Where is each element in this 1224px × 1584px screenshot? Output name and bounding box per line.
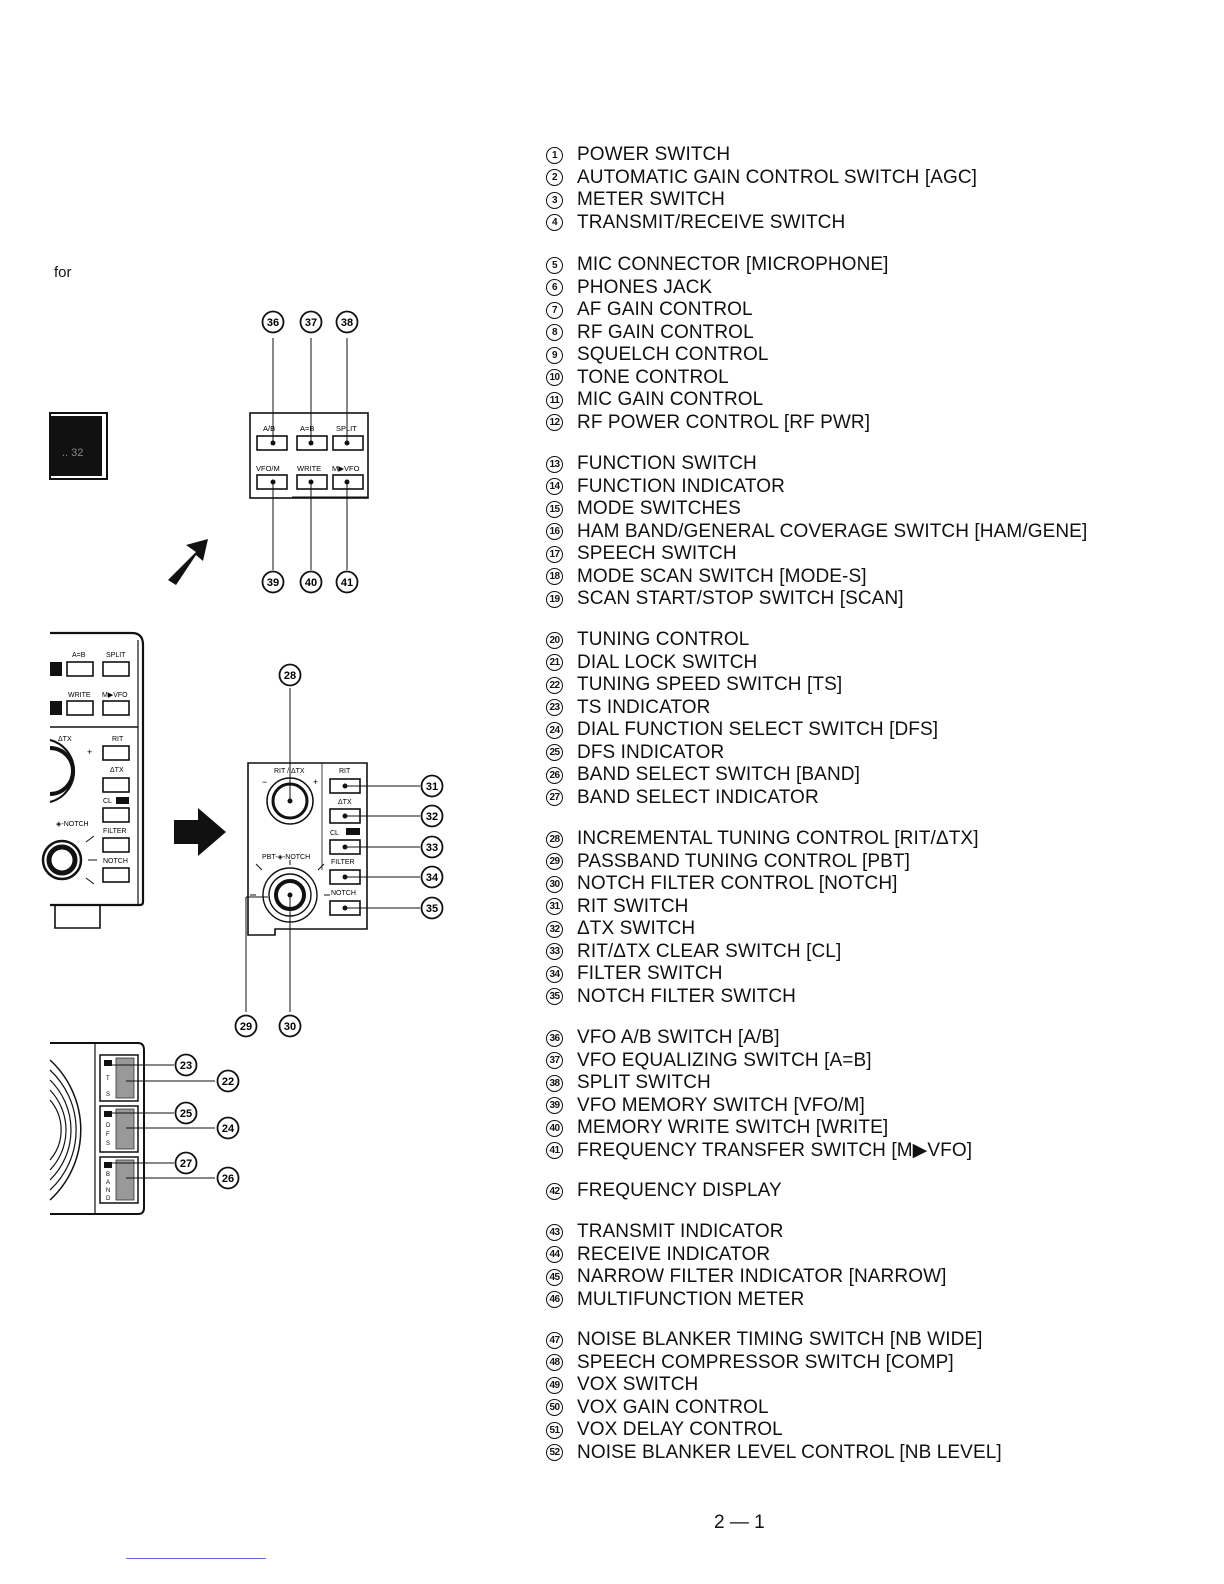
legend-item (546, 1289, 804, 1311)
legend-item (546, 1266, 946, 1288)
legend-number: 49 (546, 1377, 563, 1394)
legend-number: 52 (546, 1444, 563, 1461)
callout-24 (218, 1118, 239, 1139)
legend-item (546, 1180, 782, 1202)
svg-text:33: 33 (425, 842, 439, 854)
legend-number: 7 (546, 302, 563, 319)
main-dial-panel (50, 1043, 239, 1214)
legend-number: 40 (546, 1120, 563, 1137)
legend-number: 12 (546, 414, 563, 431)
label-pbt-notch: PBT-◈-NOTCH (262, 854, 311, 861)
legend-label: VOX DELAY CONTROL (577, 1419, 783, 1440)
legend-label: RECEIVE INDICATOR (577, 1243, 771, 1265)
label-m-vfo: M▶VFO (332, 464, 360, 473)
legend-number: 1 (546, 147, 563, 164)
legend-label: SPLIT SWITCH (577, 1072, 711, 1093)
legend-number: 6 (546, 279, 563, 296)
legend-number: 34 (546, 966, 563, 983)
legend-label: METER SWITCH (577, 189, 725, 210)
legend-item (546, 986, 796, 1008)
legend-label: FILTER SWITCH (577, 963, 723, 984)
svg-text:40: 40 (304, 577, 318, 589)
legend-number: 28 (546, 831, 563, 848)
svg-text:34: 34 (425, 872, 439, 884)
legend-label: PHONES JACK (577, 276, 713, 298)
legend-number: 3 (546, 192, 563, 209)
legend-item (546, 851, 910, 873)
legend-label: POWER SWITCH (577, 144, 731, 165)
legend-item (546, 212, 845, 234)
legend-number: 36 (546, 1030, 563, 1047)
svg-text:A=B: A=B (72, 652, 86, 659)
legend-label: VOX GAIN CONTROL (577, 1396, 769, 1418)
svg-text:41: 41 (340, 577, 354, 589)
legend-label: TRANSMIT INDICATOR (577, 1221, 784, 1242)
callout-34 (422, 867, 443, 888)
legend-number: 18 (546, 568, 563, 585)
legend-number: 19 (546, 591, 563, 608)
svg-text:FILTER: FILTER (103, 828, 127, 835)
label-write: WRITE (297, 464, 322, 473)
svg-text:36: 36 (266, 317, 280, 329)
legend-item (546, 1095, 865, 1117)
legend-label: TRANSMIT/RECEIVE SWITCH (577, 211, 846, 233)
legend-item (546, 629, 749, 651)
label-dtx: ΔTX (338, 799, 352, 806)
vfo-switch-panel (250, 312, 368, 593)
legend-number: 2 (546, 169, 563, 186)
callout-27 (176, 1153, 197, 1174)
legend-label: DFS INDICATOR (577, 741, 725, 763)
legend-label: RF POWER CONTROL [RF PWR] (577, 411, 871, 433)
legend-item (546, 764, 860, 786)
svg-text:A: A (106, 1180, 111, 1186)
legend-item (546, 1244, 770, 1266)
callout-35 (422, 898, 443, 919)
partial-front-panel (43, 633, 143, 928)
legend-item (546, 896, 688, 918)
callout-29 (236, 1016, 257, 1037)
label-rit: RIT (339, 768, 351, 775)
legend-number: 51 (546, 1422, 563, 1439)
legend-label: NOISE BLANKER TIMING SWITCH [NB WIDE] (577, 1329, 983, 1350)
legend-label: MIC CONNECTOR [MICROPHONE] (577, 254, 889, 275)
legend-number: 8 (546, 324, 563, 341)
svg-text:24: 24 (221, 1123, 235, 1135)
legend-item (546, 1027, 780, 1049)
callout-36 (263, 312, 284, 333)
callout-38 (337, 312, 358, 333)
callout-30 (280, 1016, 301, 1037)
legend-label: MODE SWITCHES (577, 498, 741, 519)
legend-number: 4 (546, 214, 563, 231)
svg-text:37: 37 (304, 317, 318, 329)
legend-label: TUNING SPEED SWITCH [TS] (577, 674, 843, 695)
legend-item (546, 498, 741, 520)
legend-number: 5 (546, 257, 563, 274)
page-number: 2 — 1 (714, 1512, 765, 1533)
label-cl: CL (330, 830, 339, 837)
legend-item (546, 787, 819, 809)
legend-number: 15 (546, 501, 563, 518)
legend-item (546, 828, 979, 850)
orphan-text: for (54, 264, 72, 281)
legend-item (546, 566, 867, 588)
legend-number: 43 (546, 1224, 563, 1241)
legend-item (546, 453, 757, 475)
callout-40 (301, 572, 322, 593)
svg-text:29: 29 (239, 1021, 253, 1033)
legend-label: TUNING CONTROL (577, 629, 750, 650)
svg-text:.. 32: .. 32 (62, 447, 84, 459)
svg-text:WRITE: WRITE (68, 692, 91, 699)
legend-item (546, 167, 977, 189)
label-a-eq-b: A=B (300, 424, 315, 433)
legend-number: 30 (546, 876, 563, 893)
legend-item (546, 543, 737, 565)
label-notch: NOTCH (331, 890, 356, 897)
legend-label: NOTCH FILTER SWITCH (577, 985, 796, 1007)
diagonal-arrow-icon (168, 539, 208, 585)
svg-text:RIT: RIT (112, 736, 124, 743)
label-filter: FILTER (331, 859, 355, 866)
svg-text:M▶VFO: M▶VFO (102, 692, 128, 699)
legend-item (546, 476, 785, 498)
svg-text:D: D (106, 1123, 111, 1129)
legend-label: BAND SELECT INDICATOR (577, 786, 819, 808)
legend-label: SPEECH SWITCH (577, 543, 737, 564)
svg-text:N: N (106, 1188, 111, 1194)
legend-label: RF GAIN CONTROL (577, 321, 754, 343)
legend-item (546, 588, 904, 610)
svg-text:+: + (87, 747, 93, 757)
legend-item (546, 1140, 972, 1162)
legend-label: MEMORY WRITE SWITCH [WRITE] (577, 1117, 889, 1138)
legend-number: 35 (546, 988, 563, 1005)
callout-31 (422, 776, 443, 797)
svg-text:31: 31 (425, 781, 439, 793)
svg-text:ΔTX: ΔTX (58, 736, 72, 743)
legend-label: AF GAIN CONTROL (577, 299, 753, 320)
right-arrow-icon (174, 808, 226, 856)
svg-text:S: S (106, 1141, 111, 1147)
legend-number: 45 (546, 1269, 563, 1286)
svg-text:D: D (106, 1196, 111, 1202)
legend-number: 46 (546, 1291, 563, 1308)
legend-item (546, 963, 723, 985)
legend-item (546, 389, 763, 411)
svg-text:38: 38 (340, 317, 354, 329)
svg-text:S: S (106, 1092, 111, 1098)
legend-number: 29 (546, 853, 563, 870)
svg-text:CL: CL (103, 798, 112, 805)
legend-number: 31 (546, 898, 563, 915)
callout-26 (218, 1168, 239, 1189)
legend-item (546, 674, 842, 696)
callout-22 (218, 1071, 239, 1092)
legend-label: SCAN START/STOP SWITCH [SCAN] (577, 588, 904, 609)
legend-number: 10 (546, 369, 563, 386)
svg-text:32: 32 (425, 811, 439, 823)
label-a-b: A/B (263, 424, 276, 433)
legend-item (546, 1050, 872, 1072)
legend-label: TS INDICATOR (577, 696, 711, 718)
legend-number: 25 (546, 744, 563, 761)
frequency-display-fragment (50, 413, 107, 479)
svg-text:−: − (262, 777, 268, 787)
legend-number: 42 (546, 1183, 563, 1200)
legend-item (546, 873, 898, 895)
legend-item (546, 1397, 769, 1419)
legend-item (546, 412, 870, 434)
legend-label: FUNCTION INDICATOR (577, 475, 785, 497)
svg-text:T: T (106, 1076, 110, 1082)
svg-text:23: 23 (179, 1060, 193, 1072)
legend-item (546, 941, 841, 963)
legend-number: 9 (546, 347, 563, 364)
legend-number: 47 (546, 1332, 563, 1349)
legend-label: INCREMENTAL TUNING CONTROL [RIT/ΔTX] (577, 828, 979, 849)
legend-number: 21 (546, 654, 563, 671)
legend-label: HAM BAND/GENERAL COVERAGE SWITCH [HAM/GENE] (577, 520, 1088, 542)
legend-number: 33 (546, 943, 563, 960)
legend-number: 20 (546, 632, 563, 649)
svg-text:B: B (106, 1172, 111, 1178)
callout-33 (422, 837, 443, 858)
legend-label: VOX SWITCH (577, 1374, 699, 1395)
svg-text:SPLIT: SPLIT (106, 652, 126, 659)
legend-item (546, 1072, 711, 1094)
legend-item (546, 299, 753, 321)
legend-number: 26 (546, 767, 563, 784)
legend-item (546, 144, 730, 166)
callout-28 (280, 665, 301, 686)
legend-label: MULTIFUNCTION METER (577, 1288, 805, 1310)
legend-number: 11 (546, 392, 563, 409)
legend-item (546, 521, 1087, 543)
legend-label: NOISE BLANKER LEVEL CONTROL [NB LEVEL] (577, 1441, 1002, 1463)
legend-number: 24 (546, 722, 563, 739)
legend-label: BAND SELECT SWITCH [BAND] (577, 764, 860, 785)
legend-item (546, 277, 712, 299)
legend-item (546, 1117, 888, 1139)
legend-label: VFO MEMORY SWITCH [VFO/M] (577, 1094, 865, 1116)
svg-text:NOTCH: NOTCH (103, 858, 128, 865)
svg-text:30: 30 (283, 1021, 297, 1033)
callout-23 (176, 1055, 197, 1076)
legend-item (546, 742, 724, 764)
svg-text:22: 22 (221, 1076, 235, 1088)
legend-number: 37 (546, 1052, 563, 1069)
legend-number: 27 (546, 789, 563, 806)
callout-39 (263, 572, 284, 593)
legend-number: 32 (546, 921, 563, 938)
legend-label: NARROW FILTER INDICATOR [NARROW] (577, 1266, 947, 1287)
legend-item (546, 1329, 983, 1351)
label-vfo-m: VFO/M (256, 464, 280, 473)
legend-item (546, 367, 729, 389)
legend-label: VFO A/B SWITCH [A/B] (577, 1027, 780, 1048)
legend-label: PASSBAND TUNING CONTROL [PBT] (577, 850, 910, 872)
legend-number: 23 (546, 699, 563, 716)
legend-number: 41 (546, 1142, 563, 1159)
legend-number: 48 (546, 1354, 563, 1371)
legend-label: FREQUENCY DISPLAY (577, 1180, 782, 1201)
footer-rule (126, 1558, 266, 1559)
legend-item (546, 697, 711, 719)
svg-text:+: + (313, 777, 319, 787)
legend-item (546, 1221, 784, 1243)
legend-number: 17 (546, 546, 563, 563)
legend-item (546, 1374, 698, 1396)
legend-item (546, 322, 754, 344)
legend-label: NOTCH FILTER CONTROL [NOTCH] (577, 873, 898, 894)
legend-item (546, 189, 725, 211)
callout-25 (176, 1103, 197, 1124)
callout-32 (422, 806, 443, 827)
legend-label: TONE CONTROL (577, 366, 729, 388)
legend-label: SQUELCH CONTROL (577, 344, 769, 365)
legend-item (546, 344, 769, 366)
svg-text:F: F (106, 1132, 110, 1138)
svg-text:◈-NOTCH: ◈-NOTCH (56, 821, 89, 828)
legend-label: DIAL FUNCTION SELECT SWITCH [DFS] (577, 719, 939, 740)
legend-label: AUTOMATIC GAIN CONTROL SWITCH [AGC] (577, 166, 978, 188)
legend-number: 44 (546, 1246, 563, 1263)
legend-item (546, 918, 695, 940)
svg-text:28: 28 (283, 670, 297, 682)
legend-number: 13 (546, 456, 563, 473)
legend-label: RIT/ΔTX CLEAR SWITCH [CL] (577, 940, 842, 962)
rit-tuning-panel (236, 665, 443, 1037)
legend-number: 50 (546, 1399, 563, 1416)
legend-label: FREQUENCY TRANSFER SWITCH [M▶VFO] (577, 1140, 973, 1161)
callout-37 (301, 312, 322, 333)
legend-number: 22 (546, 677, 563, 694)
label-split: SPLIT (336, 424, 357, 433)
svg-text:ΔTX: ΔTX (110, 767, 124, 774)
legend-label: ΔTX SWITCH (577, 918, 696, 939)
label-rit-dtx: RIT / ΔTX (274, 768, 305, 775)
legend-number: 38 (546, 1075, 563, 1092)
legend-item (546, 1419, 783, 1441)
callout-41 (337, 572, 358, 593)
legend-label: MIC GAIN CONTROL (577, 389, 764, 410)
svg-text:39: 39 (266, 577, 280, 589)
legend-item (546, 1352, 954, 1374)
legend-number: 39 (546, 1097, 563, 1114)
legend-label: DIAL LOCK SWITCH (577, 651, 758, 673)
legend-label: FUNCTION SWITCH (577, 453, 757, 474)
legend-label: SPEECH COMPRESSOR SWITCH [COMP] (577, 1351, 954, 1373)
svg-text:26: 26 (221, 1173, 235, 1185)
legend-item (546, 719, 938, 741)
legend-item (546, 254, 889, 276)
front-panel-illustration (0, 0, 500, 1584)
legend-item (546, 1442, 1002, 1464)
legend-label: VFO EQUALIZING SWITCH [A=B] (577, 1049, 872, 1071)
svg-text:35: 35 (425, 903, 439, 915)
svg-text:27: 27 (179, 1158, 193, 1170)
legend-number: 14 (546, 478, 563, 495)
svg-text:25: 25 (179, 1108, 193, 1120)
legend-number: 16 (546, 523, 563, 540)
legend-label: MODE SCAN SWITCH [MODE-S] (577, 565, 867, 587)
legend-label: RIT SWITCH (577, 895, 689, 917)
legend-item (546, 652, 757, 674)
